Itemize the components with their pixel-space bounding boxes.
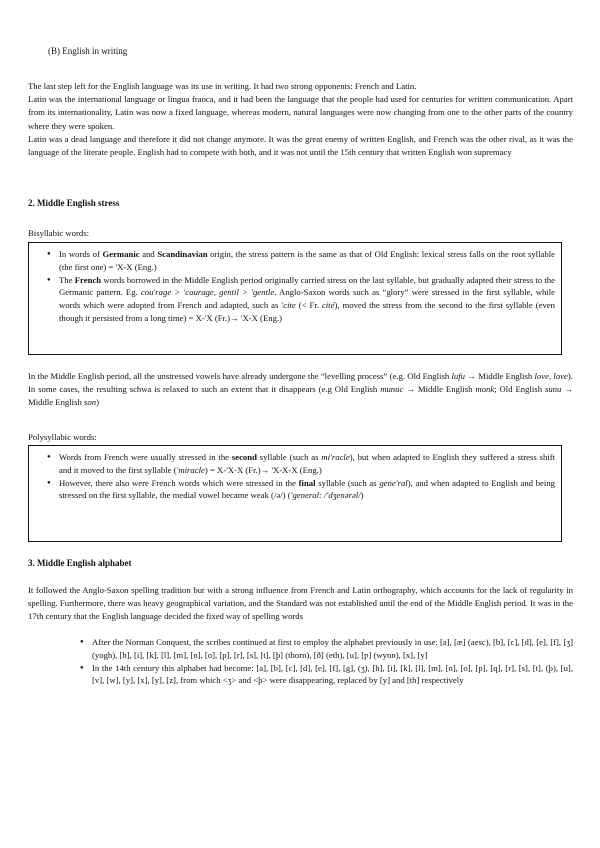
bisyllabic-label: Bisyllabic words:: [28, 228, 90, 238]
paragraph: Latin was the international language or lingua franca, and it had been the language that the people had used for centuries for written communication. Apart from its internationality, Latin was now a fixed language, whereas modern, natural languages were now changing from one to the other parts of the country where they were spoken.: [28, 94, 573, 131]
list-item: ● After the Norman Conquest, the scribes continued at first to employ the alphabet previously in use: [a], [æ] (aesc), [b], [c], [d], [e], [f], [ʒ] (yogh), [h], [i], [k], [l], [m], [n], [o], [p], [r], [s], [t], [þ] (thorn), [ð] (eth), [u], [ƿ] (wynn), [x], [y]: [28, 636, 573, 662]
polysyllabic-box: [28, 445, 562, 542]
list-item: ● Words from French were usually stressed in the second syllable (such as mi'racle), but when adapted to English they suffered a stress shift and it moved to the first syllable ('miracle) = X-'X-X (Fr.)→ 'X-X-X (Eng.): [29, 451, 561, 477]
polysyllabic-label: Polysyllabic words:: [28, 432, 97, 442]
alphabet-intro: It followed the Anglo-Saxon spelling tradition but with a strong influence from French and Latin orthography, which accounts for the lack of regularity in spelling. Furthermore, there was heavy geographical variation, and the Standard was not established until the end of the Middle English period. It was in the 17th century that the English language decided the fixed way of spelling words: [28, 585, 573, 622]
section-heading: 3. Middle English alphabet: [28, 558, 132, 568]
list-item: ● However, there also were French words which were stressed in the final syllable (such as gene'ral), and when adapted to English and being stressed on the first syllable, the medial vowel became weak (/ə/) ('general: /'dʒenərəl/): [29, 477, 561, 503]
paragraph: The last step left for the English language was its use in writing. It had two strong opponents: French and Latin.: [28, 81, 417, 91]
list-item: ● The French words borrowed in the Middle English period originally carried stress on the last syllable, but gradually adapted their stress to the Germanic pattern. Eg. cou'rage > 'courage, gentil > 'gentle. Anglo-Saxon words such as “glory” were stressed in the first syllable, while words which were adopted from French and adapted, such as 'cite (< Fr. cité), moved the stress from the second to the first syllable (even though it persisted from a long time) = X-'X (Fr.)→ 'X-X (Eng.): [29, 274, 561, 325]
list-item: ● In the 14th century this alphabet had become: [a], [b], [c], [d], [e], [f], [g], (ʒ), [h], [i], [k], [l], [m], [n], [o], [p], [q], [r], [s], [t], (þ), [u], [v], [w], [y], [x], [y], [z], from which <ʒ> and <þ> were disappearing, replaced by [y] and [th] respectively: [28, 662, 573, 688]
list-item: ● In words of Germanic and Scandinavian origin, the stress pattern is the same as that of Old English: lexical stress falls on the root syllable (the first one) = 'X-X (Eng.): [29, 248, 561, 274]
levelling-paragraph: In the Middle English period, all the unstressed vowels have already undergone the “levelling process” (e.g. Old English lufu → Middle English love, love). In some cases, the resulting schwa is relaxed to such an extent that it disappears (e.g Old English munuc → Middle English monk; Old English sunu → Middle English son): [28, 371, 573, 408]
paragraph: Latin was a dead language and therefore it did not change anymore. It was the great enemy of written English, and French was the other rival, as it was the language of the literate people. English had to compete with both, and it was not until the 15th century that written English won supremacy: [28, 133, 573, 158]
section-heading: 2. Middle English stress: [28, 198, 120, 208]
writing-paragraphs: [28, 80, 573, 159]
subsection-title: (B) English in writing: [48, 46, 128, 56]
alphabet-list: [28, 636, 573, 687]
bisyllabic-box: [28, 242, 562, 355]
